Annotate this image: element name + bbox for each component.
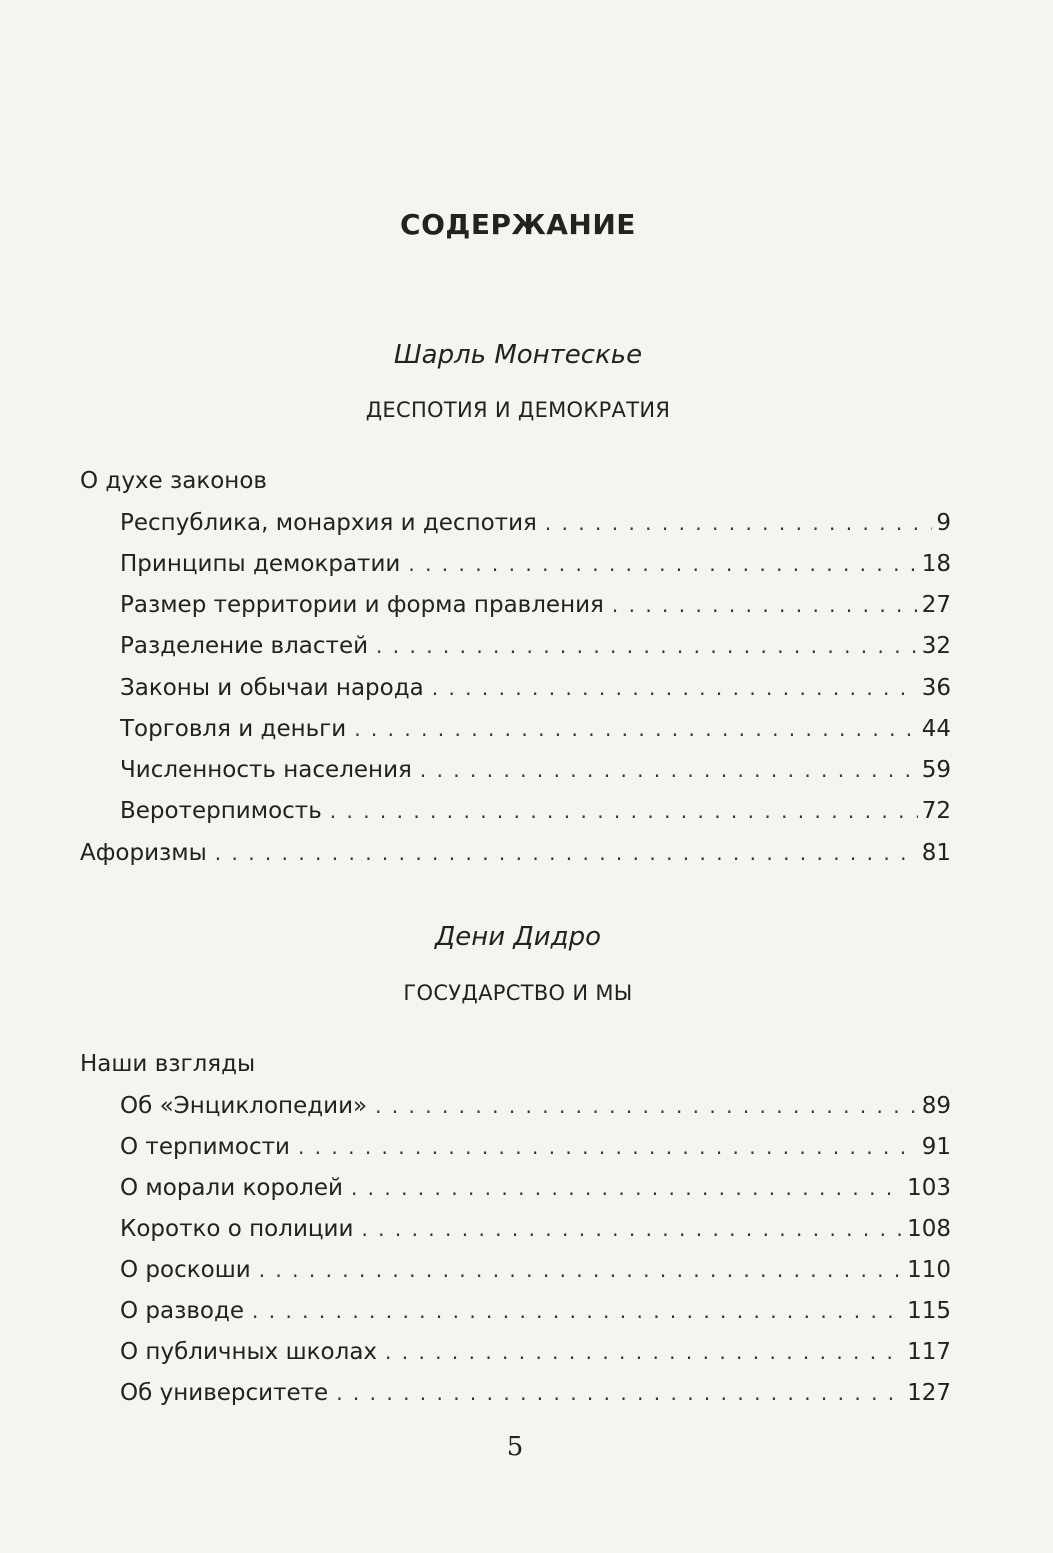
dot-leader <box>375 1094 918 1118</box>
toc-entry-page: 103 <box>907 1175 951 1201</box>
toc-entry[interactable] <box>120 592 951 624</box>
toc-entry[interactable] <box>80 840 951 872</box>
toc-entry-label: Размер территории и форма правления <box>120 592 604 618</box>
toc-entry[interactable] <box>120 757 951 789</box>
toc-entry-page: 9 <box>936 510 951 536</box>
toc-entry-label: Об «Энциклопедии» <box>120 1093 368 1119</box>
dot-leader <box>351 1176 903 1200</box>
toc-entry-page: 89 <box>921 1093 951 1119</box>
toc-entry-label: О разводе <box>120 1298 245 1324</box>
dot-leader <box>215 841 918 865</box>
toc-entry[interactable] <box>120 1298 951 1330</box>
toc-entry[interactable] <box>120 1257 951 1289</box>
toc-entry-label: О морали королей <box>120 1175 343 1201</box>
dot-leader <box>298 1135 918 1159</box>
dot-leader <box>612 593 918 617</box>
toc-entry-page: 27 <box>921 592 951 618</box>
toc-entry-page: 110 <box>907 1257 951 1283</box>
dot-leader <box>354 717 918 741</box>
toc-entry[interactable] <box>120 633 951 665</box>
dot-leader <box>336 1381 903 1405</box>
toc-entry-label: Принципы демократии <box>120 551 401 577</box>
toc-entry-page: 59 <box>921 757 951 783</box>
toc-entry[interactable] <box>120 1093 951 1125</box>
toc-entry-page: 81 <box>921 840 951 866</box>
toc-entry-label: Численность населения <box>120 757 412 783</box>
toc-entry-label: Республика, монархия и деспотия <box>120 510 537 536</box>
toc-entry[interactable] <box>120 1175 951 1207</box>
toc-entry-label: О роскоши <box>120 1257 251 1283</box>
page-number: 5 <box>506 1432 524 1462</box>
toc-title: СОДЕРЖАНИЕ <box>400 208 636 241</box>
toc-entry[interactable] <box>120 510 951 542</box>
part-author: Шарль Монтескье <box>393 340 643 370</box>
toc-entry-page: 32 <box>921 633 951 659</box>
part-title: ДЕСПОТИЯ И ДЕМОКРАТИЯ <box>365 398 671 422</box>
toc-entry-page: 108 <box>907 1216 951 1242</box>
toc-entry-label: Об университете <box>120 1380 329 1406</box>
toc-entry[interactable] <box>120 1216 951 1248</box>
toc-entry-label: Коротко о полиции <box>120 1216 354 1242</box>
toc-entry[interactable] <box>120 1339 951 1371</box>
group-title: О духе законов <box>80 468 267 494</box>
toc-entry-label: Торговля и деньги <box>120 716 347 742</box>
toc-entry-page: 127 <box>907 1380 951 1406</box>
dot-leader <box>252 1299 903 1323</box>
toc-entry-page: 44 <box>921 716 951 742</box>
toc-entry[interactable] <box>120 716 951 748</box>
part-author: Дени Дидро <box>434 922 602 952</box>
toc-entry-page: 18 <box>921 551 951 577</box>
part-title: ГОСУДАРСТВО И МЫ <box>403 981 633 1005</box>
toc-entry-page: 115 <box>907 1298 951 1324</box>
toc-entry-page: 117 <box>907 1339 951 1365</box>
dot-leader <box>330 799 918 823</box>
toc-entry-label: О публичных школах <box>120 1339 378 1365</box>
toc-entry-page: 36 <box>921 675 951 701</box>
toc-entry[interactable] <box>120 798 951 830</box>
dot-leader <box>408 552 917 576</box>
toc-entry-label: Афоризмы <box>80 840 207 866</box>
dot-leader <box>385 1340 903 1364</box>
toc-entry-page: 72 <box>921 798 951 824</box>
group-title: Наши взгляды <box>80 1051 256 1077</box>
dot-leader <box>545 511 932 535</box>
dot-leader <box>432 676 918 700</box>
dot-leader <box>259 1258 903 1282</box>
dot-leader <box>376 634 918 658</box>
dot-leader <box>420 758 918 782</box>
toc-entry-label: Законы и обычаи народа <box>120 675 424 701</box>
toc-entry-label: Разделение властей <box>120 633 369 659</box>
dot-leader <box>361 1217 903 1241</box>
toc-entry[interactable] <box>120 1134 951 1166</box>
toc-entry-label: О терпимости <box>120 1134 290 1160</box>
toc-entry-label: Веротерпимость <box>120 798 322 824</box>
toc-entry[interactable] <box>120 1380 951 1412</box>
toc-entry[interactable] <box>120 675 951 707</box>
toc-entry[interactable] <box>120 551 951 583</box>
toc-entry-page: 91 <box>921 1134 951 1160</box>
